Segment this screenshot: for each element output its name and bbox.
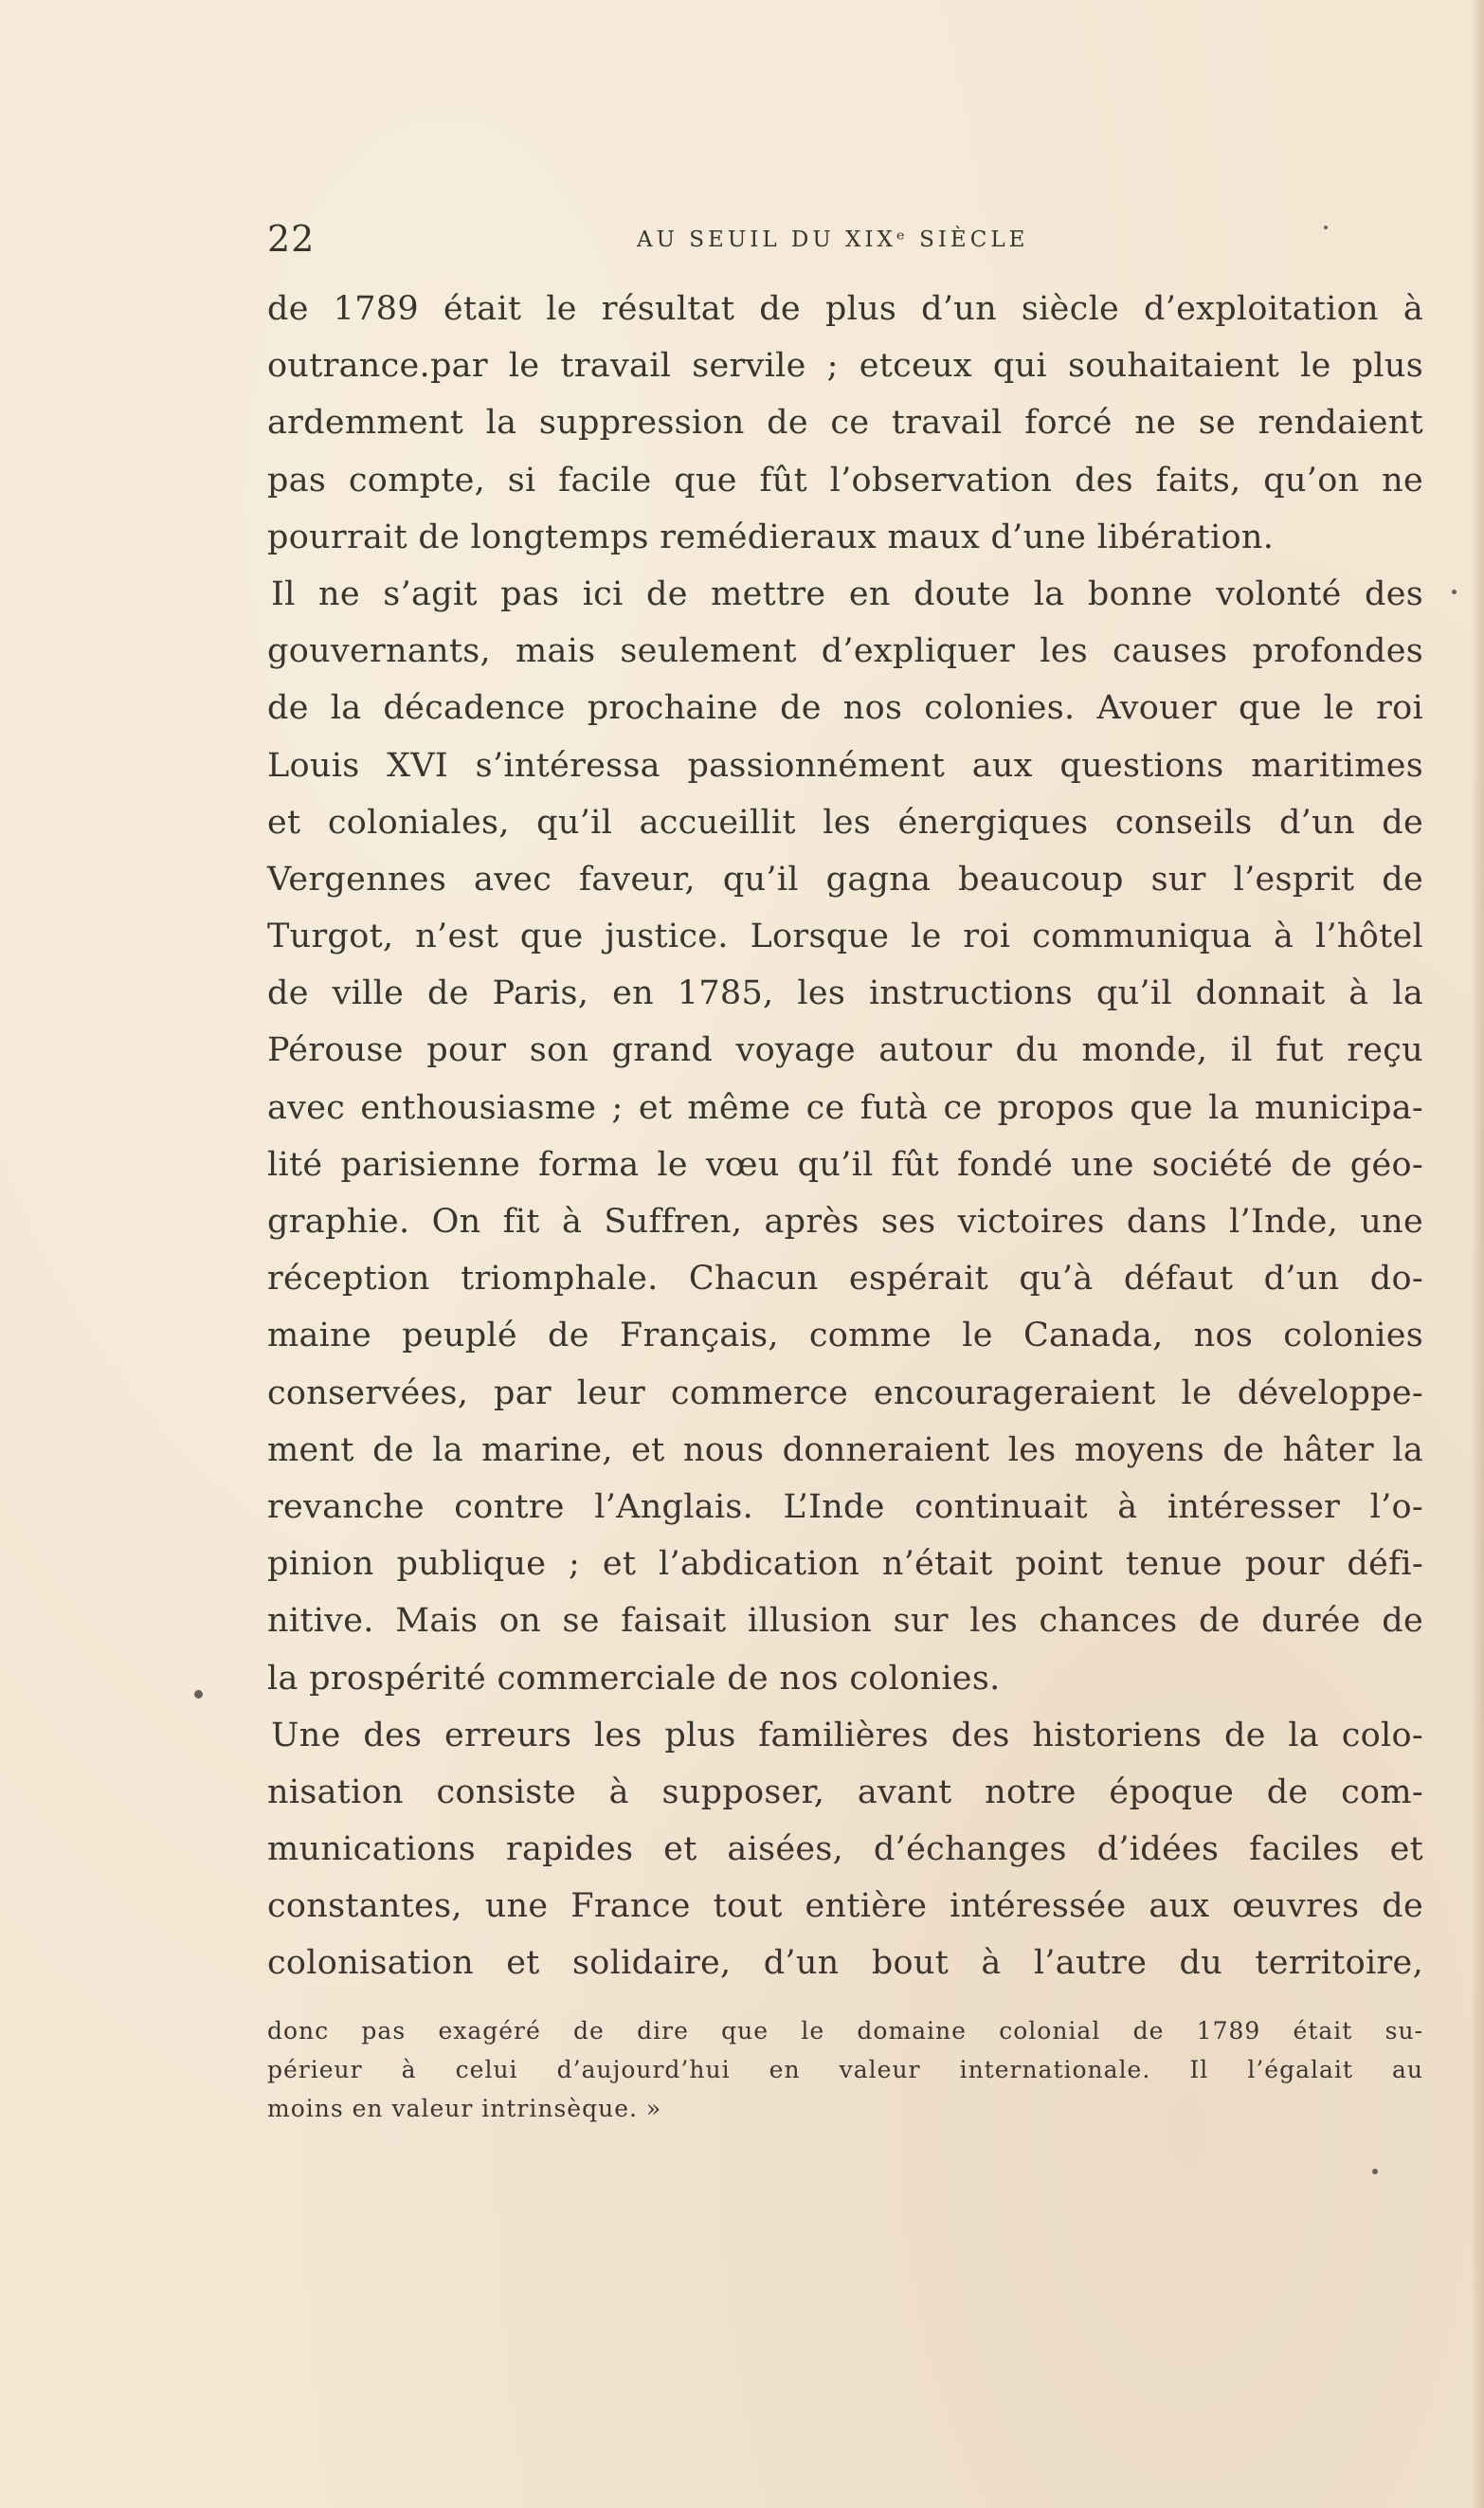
body-line: revanche contre l’Anglais. L’Inde continuait à intéresser l’o- [267,1487,1423,1526]
body-text [267,281,1423,1992]
running-title: AU SEUIL DU XIXᵉ SIÈCLE [637,227,1029,252]
body-line: Turgot, n’est que justice. Lorsque le roi communiqua à l’hôtel [267,918,1423,956]
body-line: gouvernants, mais seulement d’expliquer les causes profondes [267,632,1423,671]
body-line: nitive. Mais on se faisait illusion sur les chances de durée de [267,1602,1423,1641]
body-line: constantes, une France tout entière intéressée aux œuvres de [267,1887,1423,1926]
body-line: outrance.par le travail servile ; etceux qui souhaitaient le plus [267,347,1423,386]
footnote-line: périeur à celui d’aujourd’hui en valeur internationale. Il l’égalait au [267,2056,1423,2083]
ink-speck [1372,2169,1378,2174]
body-line: réception triomphale. Chacun espérait qu’à défaut d’un do- [267,1260,1423,1299]
body-line: munications rapides et aisées, d’échanges d’idées faciles et [267,1830,1423,1869]
body-line: colonisation et solidaire, d’un bout à l’autre du territoire, [267,1944,1423,1983]
body-line: Louis XVI s’intéressa passionnément aux questions maritimes [267,746,1423,785]
body-line: de la décadence prochaine de nos colonies. Avouer que le roi [267,689,1423,728]
body-line: pas compte, si facile que fût l’observation des faits, qu’on ne [267,461,1423,500]
body-line: pourrait de longtemps remédieraux maux d’une libération. [267,518,1275,556]
running-head [267,220,1423,258]
body-line: pinion publique ; et l’abdication n’était point tenue pour défi- [267,1545,1423,1584]
body-line: Une des erreurs les plus familières des historiens de la colo- [271,1716,1423,1754]
ink-speck [1324,226,1328,229]
body-line: ment de la marine, et nous donneraient les moyens de hâter la [267,1430,1423,1469]
body-line: graphie. On fit à Suffren, après ses victoires dans l’Inde, une [267,1203,1423,1241]
body-line: et coloniales, qu’il accueillit les énergiques conseils d’un de [267,803,1423,842]
body-line: avec enthousiasme ; et même ce futà ce propos que la municipa- [267,1088,1423,1127]
ink-speck [1452,590,1457,594]
footnote-line: donc pas exagéré de dire que le domaine colonial de 1789 était su- [267,2017,1423,2045]
body-line: Il ne s’agit pas ici de mettre en doute la bonne volonté des [271,574,1423,613]
body-line: Vergennes avec faveur, qu’il gagna beaucoup sur l’esprit de [267,860,1423,899]
footnote [267,2011,1423,2128]
body-line: Pérouse pour son grand voyage autour du monde, il fut reçu [267,1031,1423,1070]
body-line: lité parisienne forma le vœu qu’il fût fondé une société de géo- [267,1145,1423,1184]
body-line: maine peuplé de Français, comme le Canada, nos colonies [267,1317,1423,1355]
footnote-line: moins en valeur intrinsèque. » [267,2095,662,2122]
body-line: de ville de Paris, en 1785, les instructions qu’il donnait à la [267,974,1423,1013]
page-edge-shadow [1471,0,1484,2508]
ink-speck [194,1690,203,1699]
body-line: ardemment la suppression de ce travail forcé ne se rendaient [267,404,1423,443]
body-line: de 1789 était le résultat de plus d’un siècle d’exploitation à [267,290,1423,328]
page-number: 22 [267,218,316,260]
body-line: conservées, par leur commerce encourageraient le développe- [267,1373,1423,1412]
body-line: nisation consiste à supposer, avant notre époque de com- [267,1772,1423,1811]
body-line: la prospérité commerciale de nos colonies. [267,1659,1001,1698]
